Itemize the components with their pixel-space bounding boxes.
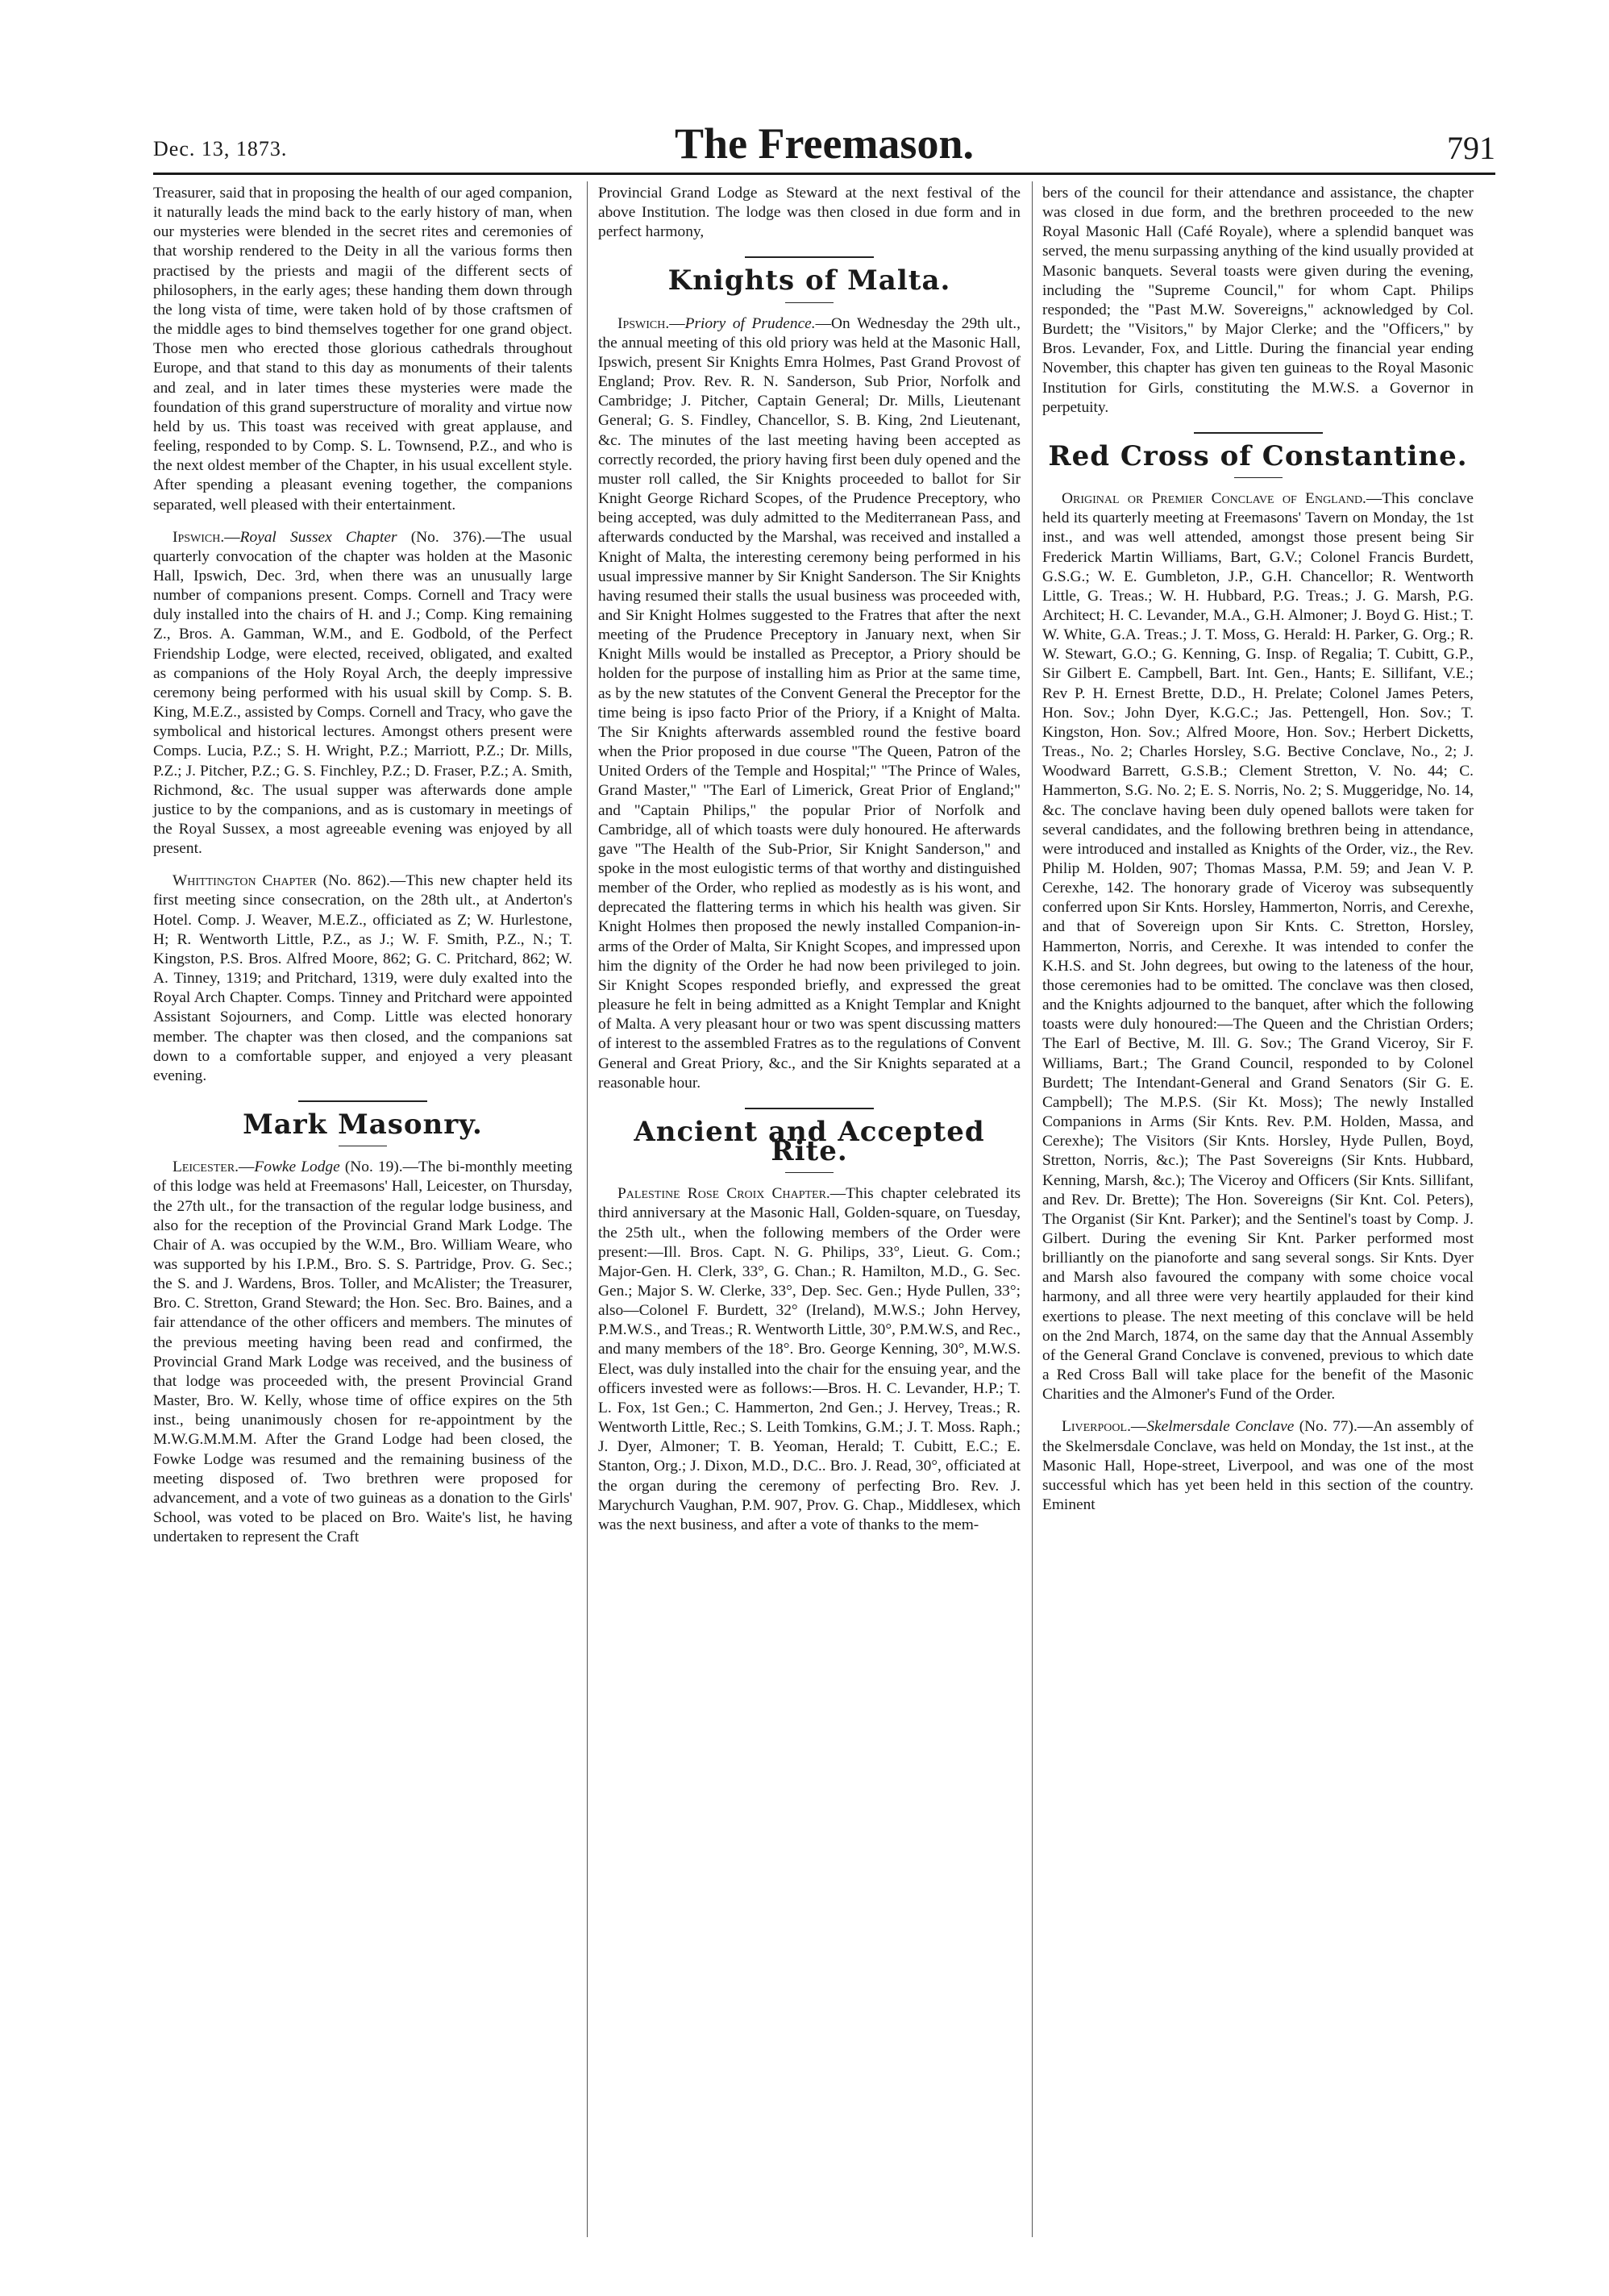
heading-underline — [785, 1172, 834, 1173]
article-paragraph: bers of the council for their attendance and assistance, the chapter was closed in due form, and the brethren proceeded to the new Royal Masonic Hall (Café Royale), where a splendid banquet was served, the menu surpassing anything of the kind usually provided at Masonic banquets. Several toasts were given during the evening, including the "Supreme Council," for whom Capt. Philips responded; the "Past M.W. Sovereigns," acknowledged by Col. Burdett; the "Visitors," by Major Clerke; and the "Officers," by Bros. Levander, Fox, and Little. During the financial year ending November, this chapter has given ten guineas to the Royal Masonic Institution for Girls, constituting the M.W.S. a Governor in perpetuity. — [1042, 185, 1474, 416]
dateline: Original or Premier Conclave of England. — [1062, 490, 1366, 508]
masthead — [153, 119, 1495, 171]
article-paragraph: Ipswich.—Priory of Prudence.—On Wednesday the 29th ult., the annual meeting of this old priory was held at the Masonic Hall, Ipswich, present Sir Knights Emra Holmes, Past Grand Provost of England; Prov. Rev. R. N. Sanderson, Sub Prior, Norfolk and Cambridge; J. Pitcher, Captain General; Dr. Mills, Lieutenant General; G. S. Findley, Chancellor, S. B. King, 2nd Lieutenant, &c. The minutes of the last meeting having been accepted as correctly recorded, the priory having first been duly opened and the muster roll called, the Sir Knights proceeded to ballot for Sir Knight George Richard Scopes, of the Prudence Preceptory, who being accepted, was duly admitted to the Mediterranean Pass, and afterwards conducted by the Marshal, was received and installed a Knight of Malta, the interesting ceremony being performed in his usual impressive manner by Sir Knight Sanderson. The Sir Knights having resumed their stalls the usual business was proceeded with, and Sir Knight Holmes suggested to the Fratres that after the next meeting of the Prudence Preceptory in January next, when Sir Knight Mills would be installed as Preceptor, a Priory should be holden for the purpose of installing him as Prior at the same time, as by the new statutes of the Convent General the Preceptor for the time being is ipso facto Prior of the Priory, if a Knight of Malta. The Sir Knights afterwards assembled round the festive board when the Prior proposed in due course "The Queen, Patron of the United Orders of the Temple and Hospital;" "The Prince of Wales, Grand Master," "The Earl of Limerick, Great Prior of England;" and "Captain Philips," the popular Prior of Norfolk and Cambridge, all of which toasts were duly honoured. He afterwards gave "The Health of the Sub-Prior, Sir Knight Sanderson," and spoke in the most eulogistic terms of that worthy and distinguished member of the Order, who replied as modestly as is his wont, and deprecated the flattering terms in which his health was given. Sir Knight Holmes then proposed the newly installed Companion-in-arms of the Order of Malta, Sir Knight Scopes, and impressed upon him the dignity of the Order he had now been privileged to join. Sir Knight Scopes responded briefly, and expressed the great pleasure he felt in being admitted as a Knight Templar and Knight of Malta. A very pleasant hour or two was spent discussing matters of interest to the assembled Fratres as to the regulations of Convent General and Great Priory, &c., and the Sir Knights separated at a reasonable hour. — [598, 314, 1021, 1092]
section-rule — [745, 1108, 874, 1109]
article-paragraph — [598, 1184, 1021, 1535]
column-1 — [153, 184, 572, 1547]
column-2 — [598, 184, 1021, 1535]
dateline: Whittington Chapter — [173, 872, 317, 890]
paragraph-text: —This chapter celebrated its third anniversary at the Masonic Hall, Golden-square, on Tuesday, the 25th ult., when the following members of the Order were present:—Ill. Bros. Capt. N. G. Philips, 33°, Lieut. G. Com.; Major-Gen. H. Clerk, 33°, G. Chan.; R. Hamilton, M.D., G. Sec. Gen.; Major S. W. Clerke, 33°, Dep. Sec. Gen.; Hyde Pullen, 33°; also—Colonel F. Burdett, 32° (Ireland), M.W.S.; John Hervey, P.M.W.S., and Treas.; R. Wentworth Little, 30°, P.M.W.S, and Rec., and many members of the 18°. Bro. George Kenning, 30°, M.W.S. Elect, was duly installed into the chair for the ensuing year, and the officers invested were as follows:—Bros. H. C. Levander, H.P.; T. L. Fox, 1st Gen.; C. Hammerton, 2nd Gen.; J. Hervey, Treas.; R. Wentworth Little, Rec.; S. Leith Tomkins, G.M.; J. T. Moss. Raph.; J. Dyer, Almoner; T. B. Yeoman, Herald; T. Cubitt, E.C.; E. Stanton, Org.; J. Dixon, M.D., D.C.. Bro. J. Read, 30°, officiated at the organ during the ceremony of perfecting Bro. Rev. J. Marychurch Vaughan, P.M. 907, Prov. G. Chap., Middlesex, which was the next business, and after a vote of thanks to the mem- — [598, 1185, 1021, 1533]
article-paragraph — [153, 871, 572, 1086]
column-3 — [1042, 184, 1474, 1515]
dateline: Liverpool. — [1062, 1418, 1131, 1436]
section-heading-ancient-accepted-rite: Ancient and Accepted Rite. — [634, 1115, 985, 1168]
column-divider — [587, 181, 588, 2237]
section-rule — [745, 256, 874, 258]
section-heading-mark-masonry: Mark Masonry. — [243, 1108, 483, 1142]
section-rule — [1194, 432, 1323, 434]
dateline: Leicester. — [173, 1158, 239, 1176]
article-paragraph: Liverpool.—Skelmersdale Conclave (No. 77).—An assembly of the Skelmersdale Conclave, was held on Monday, the 1st inst., at the Masonic Hall, Hope-street, Liverpool, and was one of the most successful which has yet been held in this section of the country. Eminent — [1042, 1418, 1474, 1513]
heading-underline — [785, 302, 834, 303]
masthead-rule — [153, 173, 1495, 175]
article-paragraph: Leicester.—Fowke Lodge (No. 19).—The bi-monthly meeting of this lodge was held at Freemasons' Hall, Leicester, on Thursday, the 27th ult., for the transaction of the regular lodge business, and also for the reception of the Provincial Grand Mark Lodge. The Chair of A. was occupied by the W.M., Bro. William Weare, who was supported by his I.P.M., Bro. S. S. Partridge, Prov. G. Sec.; the S. and J. Wardens, Bros. Toller, and McAlister; the Treasurer, Bro. C. Stretton, Grand Steward; the Hon. Sec. Bro. Baines, and a fair attendance of the other officers and members. The minutes of the previous meeting having been read and confirmed, the Provincial Grand Mark Lodge was received, and the business of that lodge was proceeded with, the present Provincial Grand Master, Bro. W. Kelly, whose time of office expires on the 5th inst., being unanimously chosen for re-appointment by the M.W.G.M.M.M. After the Grand Lodge had been closed, the Fowke Lodge was resumed and the remaining business of the meeting disposed of. Two brethren were proposed for advancement, and a vote of two guineas as a donation to the Girls' School, was voted to be placed on Bro. Waite's list, he having undertaken to represent the Craft — [153, 1158, 572, 1546]
dateline: Palestine Rose Croix Chapter. — [617, 1185, 830, 1203]
page-number: 791 — [1447, 130, 1495, 166]
paragraph-text: —This conclave held its quarterly meeting at Freemasons' Tavern on Monday, the 1st inst., and was well attended, amongst those present being Sir Frederick Martin Williams, Bart, G.V.; Colonel Francis Burdett, G.S.G.; W. E. Gumbleton, J.P., G.H. Chancellor; R. Wentworth Little, G. Treas.; W. H. Hubbard, P.G. Treas.; J. G. Marsh, P.G. Architect; H. C. Levander, M.A., G.H. Almoner; J. Boyd G. Hist.; T. W. White, G.A. Treas.; J. T. Moss, G. Herald: H. Parker, G. Org.; R. W. Stewart, G.O.; G. Kenning, G. Insp. of Regalia; T. Cubitt, G.P., Sir Gilbert E. Campbell, Bart. Int. Gen., Hants; E. Sillifant, V.E.; Rev P. H. Ernest Brette, D.D., H. Prelate; Colonel James Peters, Hon. Sov.; John Dyer, K.G.C.; Jas. Pettengell, Hon. Sov.; T. Kingston, Hon. Sov.; Alfred Moore, Hon. Sov.; Herbert Dicketts, Treas., No. 2; Charles Horsley, S.G. Bective Conclave, No., 2; J. Woodward Barrett, G.S.B.; Clement Stretton, V. No. 44; C. Hammerton, S.G. No. 2; E. S. Norris, No. 2; S. Muggeridge, No. 14, &c. The conclave having been duly opened ballots were taken for several candidates, and the following brethren being in attendance, were introduced and installed as Knights of the Order, viz., the Rev. Philip M. Holden, 907; Thomas Massa, P.M. 59; and Jean V. P. Cerexhe, 142. The honorary grade of Viceroy was subsequently conferred upon Sir Knts. Horsley, Hammerton, Norris, and Cerexhe, and that of Sovereign upon Sir Knts. C. Stretton, Horsley, Hammerton, Norris, and Cerexhe. It was intended to confer the K.H.S. and St. John degrees, but owing to the lateness of the hour, those ceremonies had to be omitted. The conclave was then closed, and the Knights adjourned to the banquet, after which the following toasts were duly honoured:—The Queen and the Christian Orders; The Earl of Bective, M. Ill. G. Sov.; The Grand Viceroy, Sir F. Williams, Bart.; The Grand Council, responded to by Colonel Burdett; The Intendant-General and Grand Senators (Sir G. E. Campbell); The M.P.S. (Sir Kt. Moss); The newly Installed Companions in Arms (Sir Knts. Rev. P.M. Holden, Massa, and Cerexhe); The Visitors (Sir Knts. Horsley, Hyde Pullen, Boyd, Stretton, Norris, &c.); The Past Sovereigns (Sir Knts. Hubbard, Kenning, Marsh, &c.); The Viceroy and Officers (Sir Knts. Sillifant, and Rev. Dr. Brette); The Hon. Sovereigns (Sir Knt. Col. Peters), The Organist (Sir Knt. Parker); and the Sentinel's toast by Comp. J. Gilbert. During the evening Sir Knt. Parker performed most brilliantly on the pianoforte and sang several songs. Sir Knts. Dyer and Marsh also favoured the company with some choice vocal harmony, and all three were very heartily applauded for their kind exertions to please. The next meeting of this conclave will be held on the 2nd March, 1874, on the same day that the Annual Assembly of the General Grand Conclave is convened, previous to which date a Red Cross Ball will take place for the benefit of the Masonic Charities and the Almoner's Fund of the Order. — [1042, 490, 1474, 1404]
section-heading-knights-of-malta: Knights of Malta. — [667, 264, 951, 297]
heading-underline — [1234, 477, 1283, 478]
conclave-name: Skelmersdale Conclave — [1146, 1418, 1295, 1436]
issue-date: Dec. 13, 1873. — [153, 137, 288, 160]
article-paragraph: Ipswich.—Royal Sussex Chapter (No. 376).—The usual quarterly convocation of the chapter was holden at the Masonic Hall, Ipswich, Dec. 3rd, when there was an unusually large number of companions present. Comps. Cornell and Tracy were duly installed into the chairs of H. and J.; Comp. King remaining Z., Bros. A. Gamman, W.M., and E. Godbold, of the Perfect Friendship Lodge, were elected, received, obligated, and exalted as companions of the Holy Royal Arch, the deeply impressive ceremony being performed with his usual skill by Comp. S. B. King, M.E.Z., assisted by Comps. Cornell and Tracy, who gave the symbolical and historical lectures. Amongst others present were Comps. Lucia, P.Z.; S. H. Wright, P.Z.; Marriott, P.Z.; Dr. Mills, P.Z.; J. Pitcher, P.Z.; G. S. Finchley, P.Z.; D. Fraser, P.Z.; A. Smith, Richmond, &c. The usual supper was afterwards done ample justice to by the companions, and as is customary in meetings of the Royal Sussex, a most agreeable evening was enjoyed by all present. — [153, 528, 572, 858]
section-rule — [298, 1100, 427, 1102]
paragraph-text: (No. 376).—The usual quarterly convocation of the chapter was holden at the Masonic Hall, Ipswich, Dec. 3rd, when there was an unusually large number of companions present. Comps. Cornell and Tracy were duly installed into the chairs of H. and J.; Comp. King remaining Z., Bros. A. Gamman, W.M., and E. Godbold, of the Perfect Friendship Lodge, were elected, received, obligated, and exalted as companions of the Holy Royal Arch, the deeply impressive ceremony being performed with his usual skill by Comp. S. B. King, M.E.Z., assisted by Comps. Cornell and Tracy, who gave the symbolical and historical lectures. Amongst others present were Comps. Lucia, P.Z.; S. H. Wright, P.Z.; Marriott, P.Z.; Dr. Mills, P.Z.; J. Pitcher, P.Z.; G. S. Finchley, P.Z.; D. Fraser, P.Z.; A. Smith, Richmond, &c. The usual supper was afterwards done ample justice to by the companions, and as is customary in meetings of the Royal Sussex, a most agreeable evening was enjoyed by all present. — [153, 528, 572, 858]
priory-name: Priory of Prudence. — [684, 314, 816, 332]
paragraph-text: (No. 862).—This new chapter held its first meeting since consecration, on the 28th ult., at Anderton's Hotel. Comp. J. Weaver, M.E.Z., officiated as Z; W. Hurlestone, H; R. Wentworth Little, P.Z., as J.; W. F. Smith, P.Z., N.; T. Kingston, P.S. Bros. Alfred Moore, 862; G. C. Pritchard, 862; W. A. Tinney, 1319; and Pritchard, 1319, were duly exalted into the Royal Arch Chapter. Comps. Tinney and Pritchard were appointed Assistant Sojourners, and Comp. Little was elected honorary member. The chapter was then closed, and the companions sat down to a comfortable supper, and enjoyed a very pleasant evening. — [153, 872, 573, 1084]
lodge-name: Fowke Lodge — [254, 1158, 340, 1176]
paragraph-text: —On Wednesday the 29th ult., the annual meeting of this old priory was held at the Masonic Hall, Ipswich, present Sir Knights Emra Holmes, Past Grand Provost of England; Prov. Rev. R. N. Sanderson, Sub Prior, Norfolk and Cambridge; J. Pitcher, Captain General; Dr. Mills, Lieutenant General; G. S. Findley, Chancellor, S. B. King, 2nd Lieutenant, &c. The minutes of the last meeting having been accepted as correctly recorded, the priory having first been duly opened and the muster roll called, the Sir Knights proceeded to ballot for Sir Knight George Richard Scopes, of the Prudence Preceptory, who being accepted, was duly admitted to the Mediterranean Pass, and afterwards conducted by the Marshal, was received and installed a Knight of Malta, the interesting ceremony being performed in his usual impressive manner by Sir Knight Sanderson. The Sir Knights having resumed their stalls the usual business was proceeded with, and Sir Knight Holmes suggested to the Fratres that after the next meeting of the Prudence Preceptory in January next, when Sir Knight Mills would be installed as Preceptor, a Priory should be holden for the purpose of installing him as Prior at the same time, as by the new statutes of the Convent General the Preceptor for the time being is ipso facto Prior of the Priory, if a Knight of Malta. The Sir Knights afterwards assembled round the festive board when the Prior proposed in due course "The Queen, Patron of the United Orders of the Temple and Hospital;" "The Prince of Wales, Grand Master," "The Earl of Limerick, Great Prior of England;" and "Captain Philips," the popular Prior of Norfolk and Cambridge, all of which toasts were duly honoured. He afterwards gave "The Health of the Sub-Prior, Sir Knight Sanderson," and spoke in the most eulogistic terms of that worthy and distinguished member of the Order, who replied as modestly as is his wont, and deprecated the flattering terms in which his health was given. Sir Knight Holmes then proposed the newly installed Companion-in-arms of the Order of Malta, Sir Knight Scopes, and impressed upon him the dignity of the Order he had now been privileged to join. Sir Knight Scopes responded briefly, and expressed the great pleasure he felt in being admitted as a Knight Templar and Knight of Malta. A very pleasant hour or two was spent discussing matters of interest to the assembled Fratres as to the regulations of Convent General and Great Priory, &c., and the Sir Knights separated at a reasonable hour. — [598, 314, 1021, 1092]
column-divider — [1032, 181, 1033, 2237]
newspaper-title: The Freemason. — [675, 119, 974, 168]
paragraph-text: (No. 77).—An assembly of the Skelmersdale Conclave, was held on Monday, the 1st inst., at the Masonic Hall, Hope-street, Liverpool, and was one of the most successful which has yet been held in this section of the country. Eminent — [1042, 1418, 1474, 1513]
dateline: Ipswich. — [173, 528, 225, 546]
chapter-name: Royal Sussex Chapter — [239, 528, 397, 546]
dateline: Ipswich. — [617, 314, 670, 332]
article-paragraph: Provincial Grand Lodge as Steward at the next festival of the above Institution. The lodge was then closed in due form and in perfect harmony, — [598, 185, 1021, 241]
article-paragraph: Treasurer, said that in proposing the health of our aged companion, it naturally leads the mind back to the early history of man, when our mysteries were blended in the secret rites and ceremonies of that worship rendered to the Deity in all the various forms then practised by the priests and magii of the different sects of philosophers, in the early ages; these handing them down through the long vista of time, were taken hold of by those craftsmen of the middle ages to bind themselves together for one grand object. Those men who erected those glorious cathedrals throughout Europe, and that stand to this day as monuments of their talents and zeal, and in later times these mysteries were made the foundation of this grand superstructure of morality and virtue now held by us. This toast was received with great applause, and feeling, responded to by Comp. S. L. Townsend, P.Z., and who is the next oldest member of the Chapter, in his usual excellent style. After spending a pleasant evening together, the companions separated, well pleased with their entertainment. — [153, 185, 572, 514]
section-heading-red-cross: Red Cross of Constantine. — [1048, 439, 1468, 472]
article-paragraph — [1042, 489, 1474, 1404]
paragraph-text: (No. 19).—The bi-monthly meeting of this lodge was held at Freemasons' Hall, Leicester, on Thursday, the 27th ult., for the transaction of the regular lodge business, and also for the reception of the Provincial Grand Mark Lodge. The Chair of A. was occupied by the W.M., Bro. William Weare, who was supported by his I.P.M., Bro. S. S. Partridge, Prov. G. Sec.; the S. and J. Wardens, Bros. Toller, and McAlister; the Treasurer, Bro. C. Stretton, Grand Steward; the Hon. Sec. Bro. Baines, and a fair attendance of the other officers and members. The minutes of the previous meeting having been read and confirmed, the Provincial Grand Mark Lodge was received, and the business of that lodge was proceeded with, the present Provincial Grand Master, Bro. W. Kelly, whose time of office expires on the 5th inst., being unanimously chosen for re-appointment by the M.W.G.M.M.M. After the Grand Lodge had been closed, the Fowke Lodge was resumed and the remaining business of the meeting disposed of. Two brethren were proposed for advancement, and a vote of two guineas as a donation to the Girls' School, was voted to be placed on Bro. Waite's list, he having undertaken to represent the Craft — [153, 1158, 572, 1546]
